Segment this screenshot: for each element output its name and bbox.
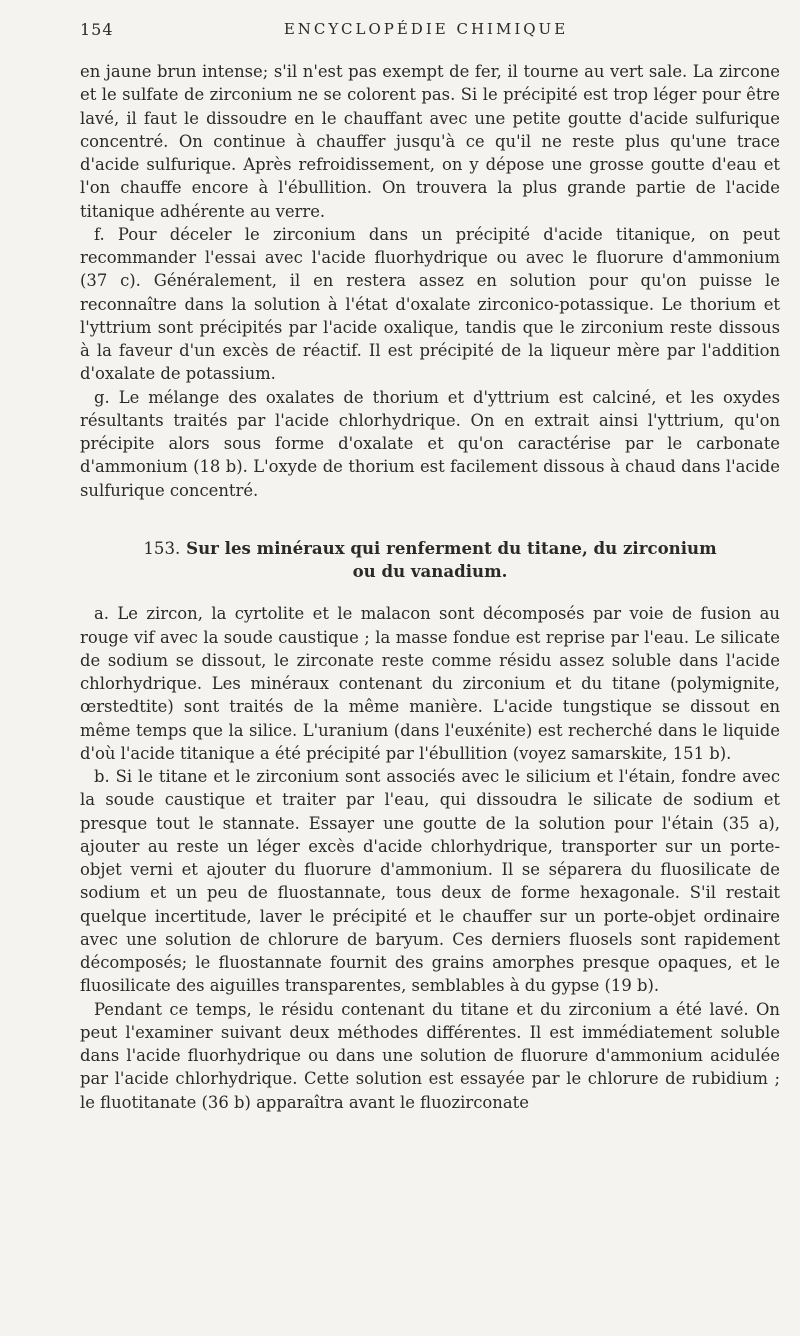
paragraph-continuation: en jaune brun intense; s'il n'est pas exempt de fer, il tourne au vert sale. La zircone et le sulfate de zirconium ne se colorent pas. Si le précipité est trop léger pour être lavé, il faut le dissoudre en le chauffant avec une petite goutte d'acide sulfurique concentré. On continue à chauffer jusqu'à ce qu'il ne reste plus qu'une trace d'acide sulfurique. Après refroidissement, on y dépose une grosse goutte d'eau et l'on chauffe encore à l'ébullition. On trouvera la plus grande partie de l'acide titanique adhérente au verre.: [80, 62, 780, 221]
section-heading-line-1: [80, 537, 780, 560]
paragraph-b: b. Si le titane et le zirconium sont associés avec le silicium et l'étain, fondre avec la soude caustique et traiter par l'eau, qui dissoudra le silicate de sodium et presque tout le stannate. Essayer une goutte de la solution pour l'étain (35 a), ajouter au reste un léger excès d'acide chlorhydrique, transporter sur un porte-objet verni et ajouter du fluorure d'ammonium. Il se séparera du fluosilicate de sodium et un peu de fluostannate, tous deux de forme hexagonale. S'il restait quelque incertitude, laver le précipité et le chauffer sur un porte-objet ordinaire avec une solution de chlorure de baryum. Ces derniers fluosels sont rapidement décomposés; le fluostannate fournit des grains amorphes presque opaques, et le fluosilicate des aiguilles transparentes, semblables à du gypse (19 b).: [80, 767, 780, 996]
section-number: 153.: [143, 538, 181, 558]
paragraph-f: f. Pour déceler le zirconium dans un précipité d'acide titanique, on peut recommander l'essai avec l'acide fluorhydrique ou avec le fluorure d'ammonium (37 c). Généralement, il en restera assez en solution pour qu'on puisse le reconnaître dans la solution à l'état d'oxalate zirconico-potassique. Le thorium et l'yttrium sont précipités par l'acide oxalique, tandis que le zirconium reste dissous à la faveur d'un excès de réactif. Il est précipité de la liqueur mère par l'addition d'oxalate de potassium.: [80, 224, 780, 384]
page-number: 154: [80, 20, 114, 39]
page-header: [80, 20, 772, 44]
section-heading: [80, 537, 780, 584]
section-title-line-1: Sur les minéraux qui renferment du titane, du zirconium: [186, 537, 717, 558]
paragraph-g: g. Le mélange des oxalates de thorium et d'yttrium est calciné, et les oxydes résultants traités par l'acide chlorhydrique. On en extrait ainsi l'yttrium, qu'on précipite alors sous forme d'oxalate et qu'on caractérise par le carbonate d'ammonium (18 b). L'oxyde de thorium est facilement dissous à chaud dans l'acide sulfurique concentré.: [80, 387, 780, 500]
running-title: ENCYCLOPÉDIE CHIMIQUE: [283, 20, 569, 38]
section-title-line-2: ou du vanadium.: [352, 561, 508, 581]
paragraph-a: a. Le zircon, la cyrtolite et le malacon sont décomposés par voie de fusion au rouge vif avec la soude caustique ; la masse fondue est reprise par l'eau. Le silicate de sodium se dissout, le zirconate reste comme résidu assez soluble dans l'acide chlorhydrique. Les minéraux contenant du zirconium et du titane (polymignite, œrstedtite) sont traités de la même manière. L'acide tungstique se dissout en même temps que la silice. L'uranium (dans l'euxénite) est recherché dans le liquide d'où l'acide titanique a été précipité par l'ébullition (voyez samarskite, 151 b).: [80, 604, 780, 763]
page-body: [80, 60, 780, 1114]
paragraph-pendant: Pendant ce temps, le résidu contenant du titane et du zirconium a été lavé. On peut l'examiner suivant deux méthodes différentes. Il est immédiatement soluble dans l'acide fluorhydrique ou dans une solution de fluorure d'ammonium acidulée par l'acide chlorhydrique. Cette solution est essayée par le chlorure de rubidium ; le fluotitanate (36 b) apparaîtra avant le fluozirconate: [80, 999, 780, 1112]
